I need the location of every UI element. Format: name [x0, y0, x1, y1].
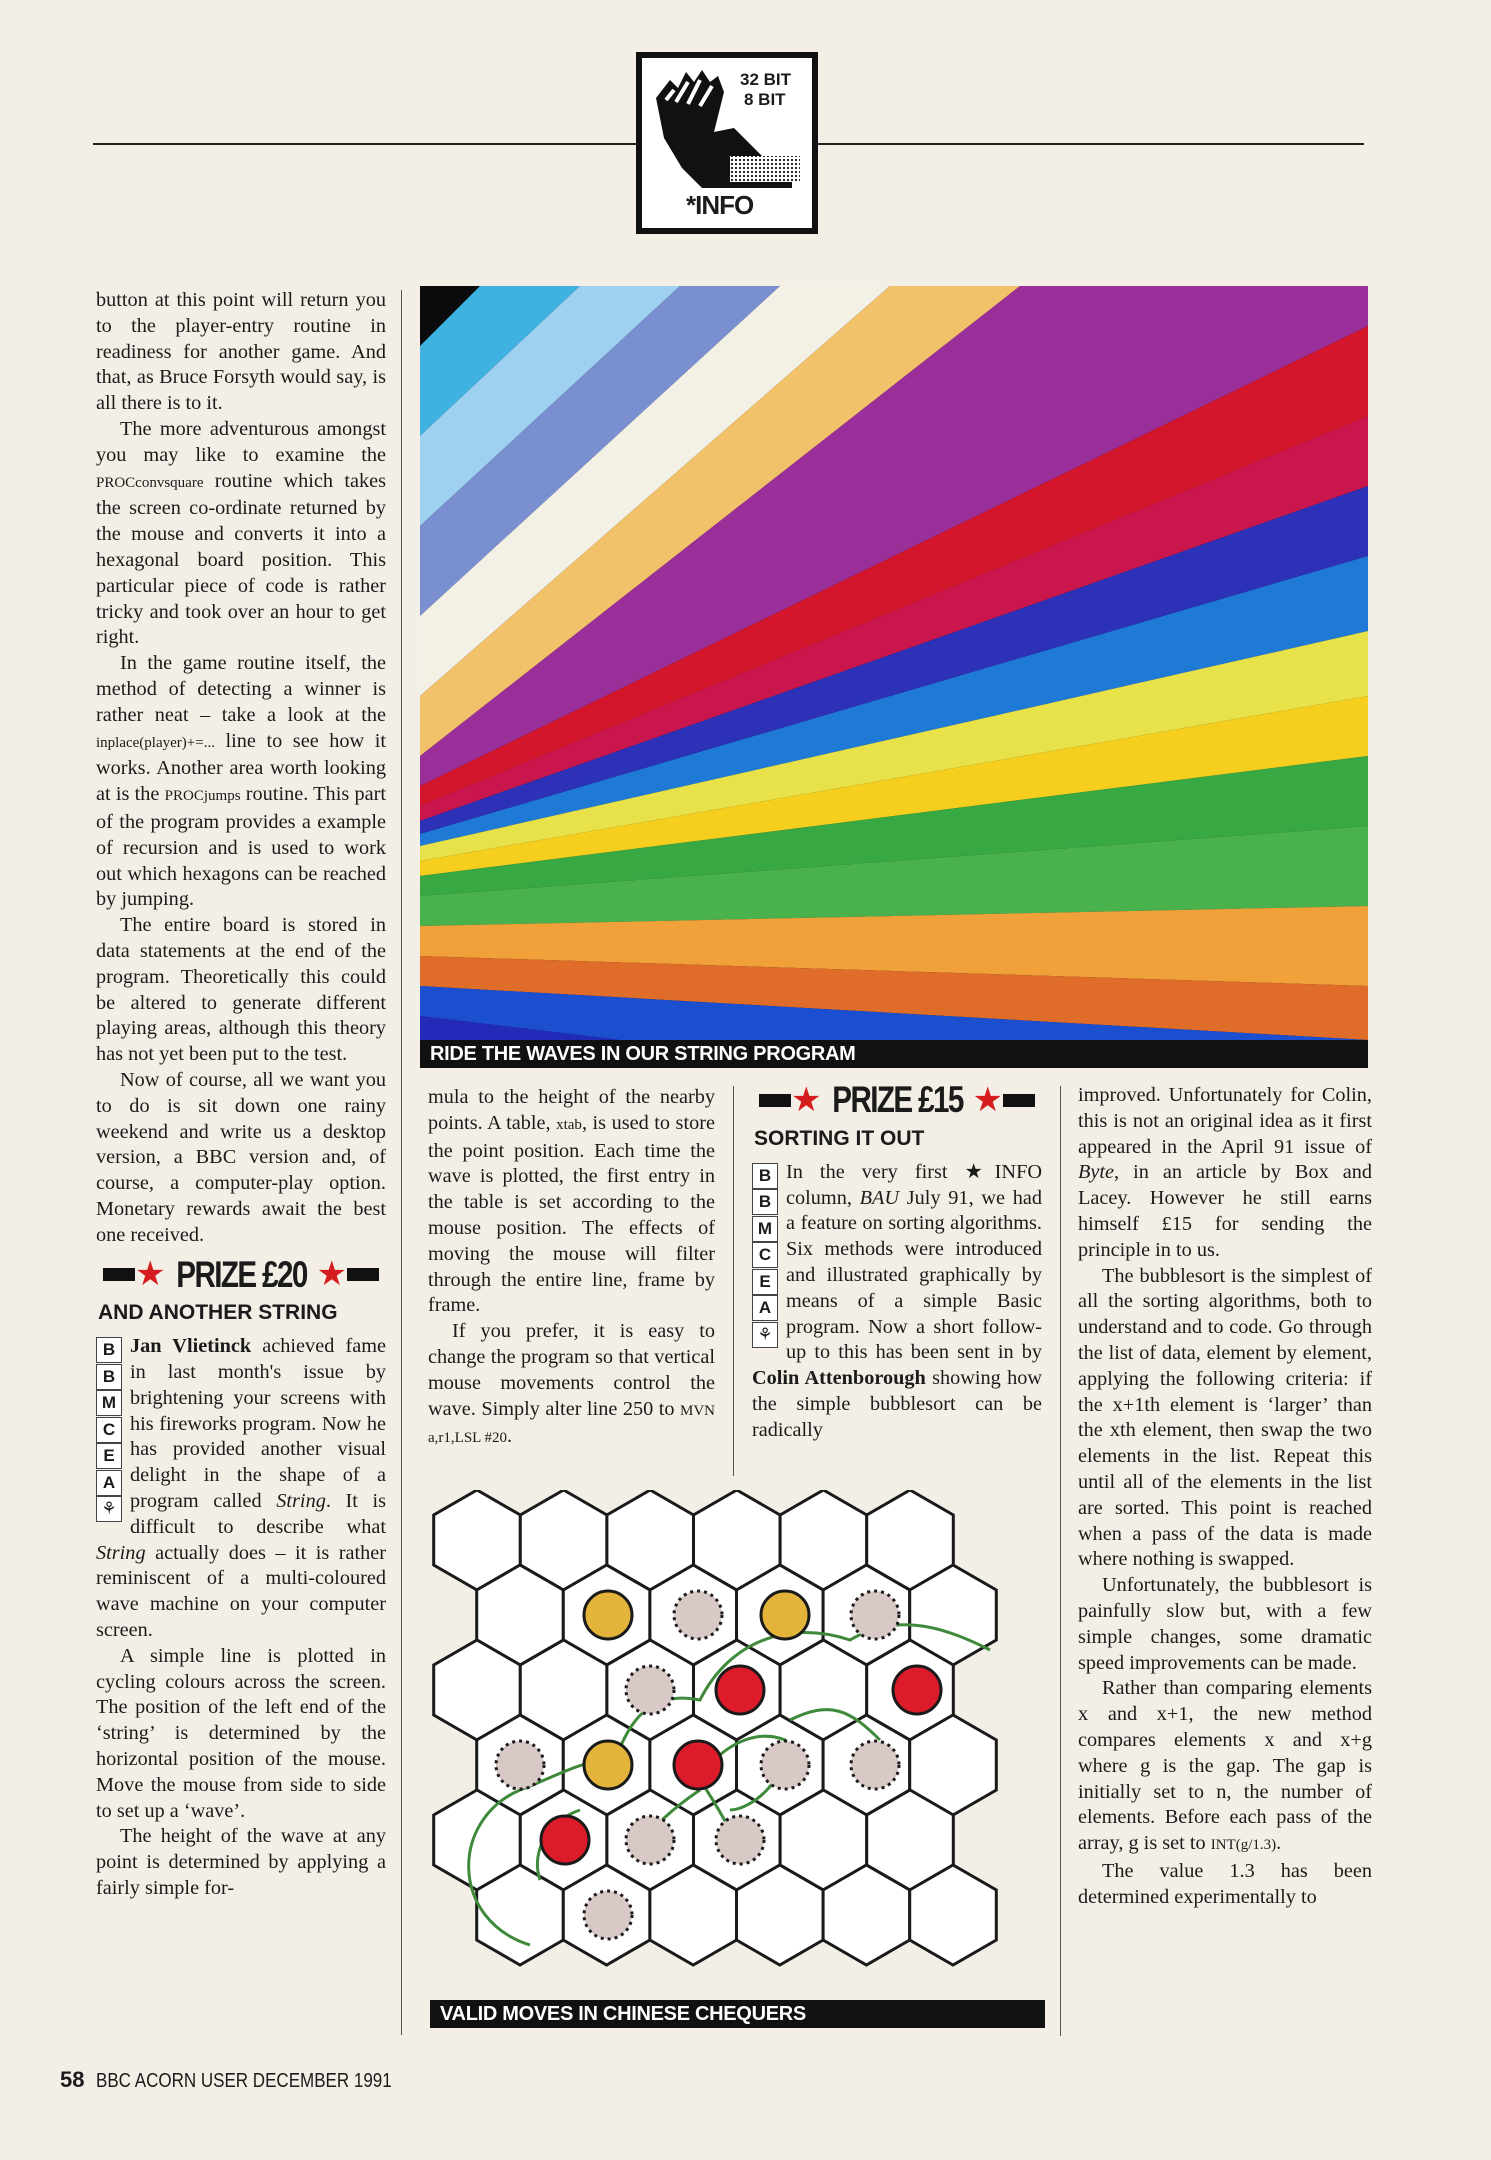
platform-badges — [96, 1337, 122, 1523]
red-counter — [674, 1741, 722, 1789]
col1-p1: button at this point will return you to the player-entry routine in readiness for another game. And that, as Bruce Forsyth would say, is all there is to it. — [96, 289, 386, 415]
col1-p8: The height of the wave at any point is determined by applying a fairly simple for- — [96, 1825, 386, 1900]
platform-badge: M — [96, 1390, 122, 1416]
logo-bottom: 8 BIT — [744, 90, 786, 109]
page-number: 58 — [60, 2067, 85, 2092]
red-counter — [893, 1666, 941, 1714]
column-4 — [1078, 1083, 1372, 1911]
col1-p3: In the game routine itself, the method of detecting a winner is rather neat – take a look at the inplace(player)+=... line to see how it works. Another area worth looking at is the PROCjumps routine. This part of the program provides a example of recursion and is used to work out which hexagons can be reached by jumping. — [96, 652, 386, 911]
valid-move-marker — [851, 1741, 899, 1789]
platform-badge: C — [96, 1417, 122, 1443]
column-rule — [401, 290, 402, 2035]
subhead-another-string: AND ANOTHER STRING — [98, 1301, 338, 1325]
col2-p2: If you prefer, it is easy to change the program so that vertical mouse movements control the wave. Simply alter line 250 to MVN a,r1,LSL #20. — [428, 1320, 715, 1448]
platform-badge: B — [96, 1364, 122, 1390]
yellow-counter — [584, 1591, 632, 1639]
col1-p6: Jan Vlietinck achieved fame in last month's issue by brightening your screens with his fireworks program. Now he has provided another visual delight in the shape of a program called String. It is difficult to describe what String actually does – it is rather reminiscent of a multi-coloured wave machine on your computer screen. — [96, 1335, 386, 1642]
prize-15-label: PRIZE £15 — [831, 1079, 963, 1121]
star-icon: ★ — [791, 1080, 822, 1120]
valid-move-marker — [716, 1816, 764, 1864]
waves-caption: RIDE THE WAVES IN OUR STRING PROGRAM — [420, 1040, 1368, 1068]
prize-15-banner — [752, 1080, 1042, 1120]
col4-p5: The value 1.3 has been determined experimentally to — [1078, 1859, 1372, 1908]
column-rule — [1060, 1086, 1061, 2036]
prize-20-banner — [96, 1254, 386, 1294]
column-2 — [428, 1085, 715, 1452]
column-3 — [752, 1080, 1042, 1444]
banner-bar — [1003, 1094, 1035, 1107]
header-rule-left — [93, 143, 636, 145]
logo-label: *INFO — [686, 190, 754, 220]
banner-bar — [347, 1268, 379, 1281]
subhead-sorting: SORTING IT OUT — [754, 1127, 925, 1150]
col4-p2: The bubblesort is the simplest of all the sorting algorithms, both to understand and to code. Go through the list of data, element by element, applying the following criteria: if the x+1th element is ‘larger’ than the xth element, then swap the two elements in the list. Repeat this until all of the elements in the list are sorted. This point is reached when a pass of the data is made where nothing is swapped. — [1078, 1264, 1372, 1571]
col1-p2: The more adventurous amongst you may like to examine the PROCconvsquare routine which takes the screen co-ordinate returned by the mouse and converts it into a hexagonal board position. This particular piece of code is rather tricky and took over an hour to get right. — [96, 417, 386, 649]
valid-move-marker — [851, 1591, 899, 1639]
valid-move-marker — [626, 1816, 674, 1864]
info-logo — [636, 52, 818, 234]
platform-badge: B — [752, 1189, 778, 1215]
red-counter — [716, 1666, 764, 1714]
banner-bar — [759, 1094, 791, 1107]
platform-badge: ⚘ — [752, 1322, 778, 1348]
col2-p1: mula to the height of the nearby points. A table, xtab, is used to store the point position. Each time the wave is plotted, the first entry in the table is set according to the mouse position. The effects of moving the mouse will filter through the entire line, frame by frame. — [428, 1086, 715, 1317]
star-icon: ★ — [972, 1080, 1003, 1120]
col1-p5: Now of course, all we want you to do is sit down one rainy weekend and write us a desktop version, a BBC version and, of course, a computer-play option. Monetary rewards await the best one received. — [96, 1068, 386, 1246]
col4-p3: Unfortunately, the bubblesort is painfully slow but, with a few simple changes, some dramatic speed improvements can be made. — [1078, 1574, 1372, 1674]
platform-badge: A — [96, 1470, 122, 1496]
col4-p4: Rather than comparing elements x and x+1, the new method compares elements x and x+g where g is the gap. The gap is initially set to n, the number of elements. Before each pass of the array, g is set to INT(g/1.3). — [1078, 1677, 1372, 1855]
valid-move-marker — [626, 1666, 674, 1714]
column-1 — [96, 288, 386, 1902]
logo-top: 32 BIT — [740, 70, 792, 89]
star-icon: ★ — [135, 1254, 166, 1295]
prize-20-label: PRIZE £20 — [175, 1253, 307, 1295]
platform-badge: A — [752, 1295, 778, 1321]
platform-badge: B — [96, 1337, 122, 1363]
footer — [60, 2067, 444, 2093]
col1-p7: A simple line is plotted in cycling colours across the screen. The position of the left end of the ‘string’ is determined by the horizontal position of the mouse. Move the mouse from side to side to set up a ‘wave’. — [96, 1644, 386, 1822]
platform-badge: B — [752, 1163, 778, 1189]
board-caption: VALID MOVES IN CHINESE CHEQUERS — [430, 2000, 1045, 2028]
chinese-chequers-diagram — [430, 1490, 1040, 1995]
yellow-counter — [584, 1741, 632, 1789]
valid-move-marker — [584, 1891, 632, 1939]
col1-p4: The entire board is stored in data statements at the end of the program. Theoretically this could be altered to generate different playing areas, although this theory has not yet been put to the test. — [96, 914, 386, 1066]
valid-move-marker — [761, 1741, 809, 1789]
platform-badge: C — [752, 1242, 778, 1268]
column-rule — [733, 1086, 734, 1476]
yellow-counter — [761, 1591, 809, 1639]
platform-badge: E — [96, 1443, 122, 1469]
platform-badges — [752, 1163, 778, 1349]
star-icon: ★ — [316, 1254, 347, 1295]
platform-badge: ⚘ — [96, 1496, 122, 1522]
platform-badge: M — [752, 1216, 778, 1242]
banner-bar — [103, 1268, 135, 1281]
header-rule-right — [818, 143, 1364, 145]
valid-move-marker — [496, 1741, 544, 1789]
red-counter — [541, 1816, 589, 1864]
platform-badge: E — [752, 1269, 778, 1295]
col3-p1: In the very first ★INFO column, BAU July 91, we had a feature on sorting algorithms. Six methods were introduced and illustrated graphically by means of a simple Basic program. Now a short follow-up to this has been sent in by Colin Attenborough showing how the simple bubblesort can be radically — [752, 1160, 1042, 1441]
valid-move-marker — [674, 1591, 722, 1639]
col4-p1: improved. Unfortunately for Colin, this is not an original idea as it first appeared in the April 91 issue of Byte, in an article by Box and Lacey. However he still earns himself £15 for sending the principle in to us. — [1078, 1084, 1372, 1261]
string-waves-image — [420, 286, 1368, 1040]
publication-line: BBC ACORN USER DECEMBER 1991 — [96, 2070, 393, 2092]
